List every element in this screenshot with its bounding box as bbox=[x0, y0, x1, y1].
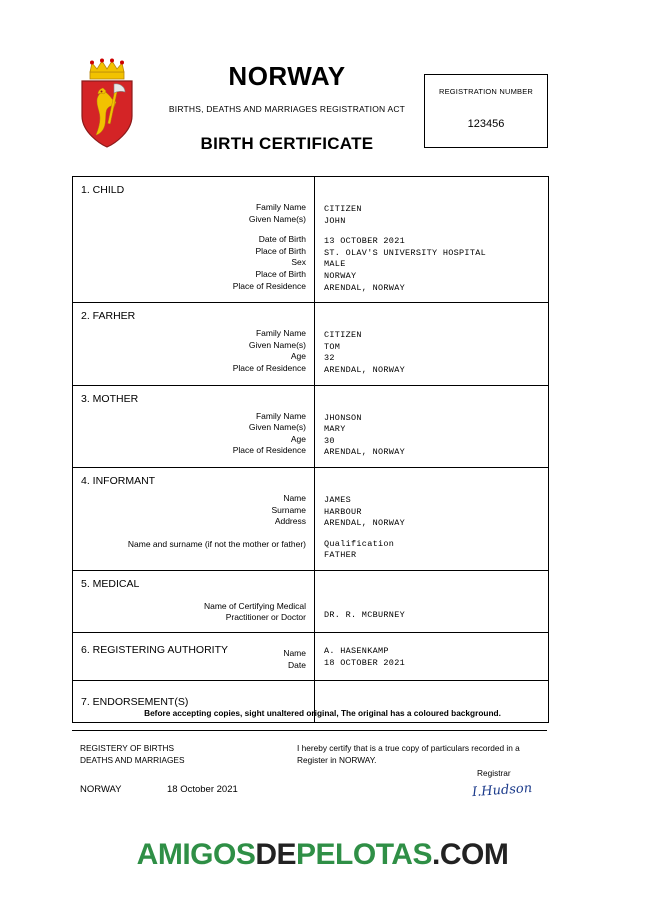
certificate-footer bbox=[72, 738, 547, 818]
section-father-values bbox=[314, 303, 548, 384]
value-place-of-residence: ARENDAL, NORWAY bbox=[324, 364, 406, 375]
norway-coat-of-arms-icon bbox=[76, 58, 138, 150]
footer-country: NORWAY bbox=[80, 784, 122, 795]
label-place-of-residence: Place of Residence bbox=[232, 445, 306, 456]
document-title: BIRTH CERTIFICATE bbox=[200, 133, 374, 153]
label-date-of-birth: Date of Birth bbox=[258, 234, 306, 245]
section-mother-labels bbox=[81, 411, 306, 457]
footer-date: 18 October 2021 bbox=[167, 784, 238, 795]
value-name: JAMES bbox=[324, 494, 352, 505]
section-mother-values bbox=[314, 386, 548, 467]
value-address: ARENDAL, NORWAY bbox=[324, 518, 406, 529]
registrar-signature: I.Hudson bbox=[471, 780, 533, 801]
section-child-left bbox=[73, 177, 314, 302]
registry-line-2: DEATHS AND MARRIAGES bbox=[80, 755, 185, 765]
label-certifying-medical: Name of Certifying Medical bbox=[203, 600, 306, 611]
label-name: Name bbox=[283, 492, 306, 503]
certify-line-1: I hereby certify that is a true copy of particulars recorded in a bbox=[297, 743, 520, 753]
value-place-of-birth: ST. OLAV'S UNIVERSITY HOSPITAL bbox=[324, 247, 487, 258]
label-practitioner-or-doctor: Practitioner or Doctor bbox=[225, 612, 306, 623]
label-family-name: Family Name bbox=[255, 410, 306, 421]
section-mother-heading: 3. MOTHER bbox=[81, 392, 139, 405]
value-given-names: MARY bbox=[324, 424, 346, 435]
label-address: Address bbox=[274, 516, 306, 527]
registry-name bbox=[80, 742, 185, 766]
section-father-heading: 2. FARHER bbox=[81, 310, 136, 323]
registration-number-value: 123456 bbox=[467, 118, 505, 130]
label-place-of-birth-country: Place of Birth bbox=[255, 268, 306, 279]
value-given-names: JOHN bbox=[324, 215, 346, 226]
label-given-names: Given Name(s) bbox=[248, 213, 306, 224]
section-child-values bbox=[314, 177, 548, 302]
value-surname: HARBOUR bbox=[324, 506, 362, 517]
section-medical-values bbox=[314, 571, 548, 632]
section-mother-left bbox=[73, 386, 314, 467]
label-age: Age bbox=[290, 433, 306, 444]
value-given-names: TOM bbox=[324, 341, 341, 352]
value-date-of-birth: 13 OCTOBER 2021 bbox=[324, 236, 406, 247]
footer-divider bbox=[72, 730, 547, 731]
value-family-name: CITIZEN bbox=[324, 204, 362, 214]
section-father-left bbox=[73, 303, 314, 384]
section-registering-authority bbox=[73, 633, 548, 681]
certify-line-2: Register in NORWAY. bbox=[297, 755, 377, 765]
watermark-part-2: DE bbox=[255, 838, 297, 871]
section-informant-heading: 4. INFORMANT bbox=[81, 474, 156, 487]
label-place-of-residence: Place of Residence bbox=[232, 362, 306, 373]
value-place-of-birth-country: NORWAY bbox=[324, 270, 357, 281]
section-child-labels bbox=[81, 202, 306, 292]
value-qualification: Qualification bbox=[324, 538, 395, 549]
watermark-part-1: AMIGOS bbox=[136, 838, 256, 871]
section-mother bbox=[73, 386, 548, 468]
section-medical-left bbox=[73, 571, 314, 632]
value-date: 18 OCTOBER 2021 bbox=[324, 657, 406, 668]
label-family-name: Family Name bbox=[255, 328, 306, 339]
value-age: 30 bbox=[324, 435, 335, 446]
section-father-labels bbox=[81, 328, 306, 374]
informant-note: Name and surname (if not the mother or father) bbox=[127, 538, 306, 549]
label-family-name: Family Name bbox=[255, 202, 306, 212]
label-place-of-residence: Place of Residence bbox=[232, 280, 306, 291]
registry-line-1: REGISTERY OF BIRTHS bbox=[80, 743, 175, 753]
title-block bbox=[162, 62, 412, 154]
section-authority-left bbox=[73, 633, 314, 680]
section-child-heading: 1. CHILD bbox=[81, 184, 125, 196]
value-place-of-residence: ARENDAL, NORWAY bbox=[324, 282, 406, 293]
registrar-label: Registrar bbox=[477, 768, 511, 778]
watermark bbox=[0, 838, 645, 872]
label-age: Age bbox=[290, 351, 306, 362]
value-age: 32 bbox=[324, 353, 335, 364]
watermark-part-3: PELOTAS bbox=[296, 838, 432, 871]
section-authority-heading: 6. REGISTERING AUTHORITY bbox=[81, 644, 229, 657]
copy-notice: Before accepting copies, sight unaltered original, The original has a coloured background. bbox=[144, 708, 501, 718]
section-child bbox=[73, 177, 548, 303]
section-informant bbox=[73, 468, 548, 571]
value-relationship: FATHER bbox=[324, 550, 357, 561]
section-medical-heading: 5. MEDICAL bbox=[81, 577, 140, 590]
value-sex: MALE bbox=[324, 259, 346, 270]
certificate-sections bbox=[72, 176, 549, 723]
value-place-of-residence: ARENDAL, NORWAY bbox=[324, 447, 406, 458]
section-informant-left bbox=[73, 468, 314, 570]
certification-statement bbox=[297, 742, 545, 766]
value-family-name: JHONSON bbox=[324, 412, 362, 423]
value-practitioner: DR. R. MCBURNEY bbox=[324, 609, 406, 620]
registration-number-box bbox=[424, 74, 548, 148]
label-name: Name bbox=[283, 648, 306, 659]
country-title: NORWAY bbox=[228, 61, 346, 91]
label-place-of-birth: Place of Birth bbox=[255, 245, 306, 256]
label-sex: Sex bbox=[291, 257, 306, 268]
section-authority-values bbox=[314, 633, 548, 680]
act-subtitle: BIRTHS, DEATHS AND MARRIAGES REGISTRATION ACT bbox=[168, 103, 406, 114]
section-informant-values bbox=[314, 468, 548, 570]
section-father bbox=[73, 303, 548, 385]
section-informant-labels bbox=[81, 493, 306, 528]
label-given-names: Given Name(s) bbox=[248, 422, 306, 433]
certificate-header bbox=[72, 50, 572, 170]
section-medical-labels bbox=[81, 601, 306, 624]
value-family-name: CITIZEN bbox=[324, 330, 362, 341]
value-name: A. HASENKAMP bbox=[324, 646, 389, 657]
section-medical bbox=[73, 571, 548, 633]
watermark-part-4: .COM bbox=[431, 838, 509, 871]
label-surname: Surname bbox=[271, 504, 306, 515]
registration-number-label: REGISTRATION NUMBER bbox=[438, 87, 534, 96]
label-given-names: Given Name(s) bbox=[248, 339, 306, 350]
label-date: Date bbox=[288, 659, 306, 670]
section-endorsement-heading: 7. ENDORSEMENT(S) bbox=[81, 696, 189, 709]
